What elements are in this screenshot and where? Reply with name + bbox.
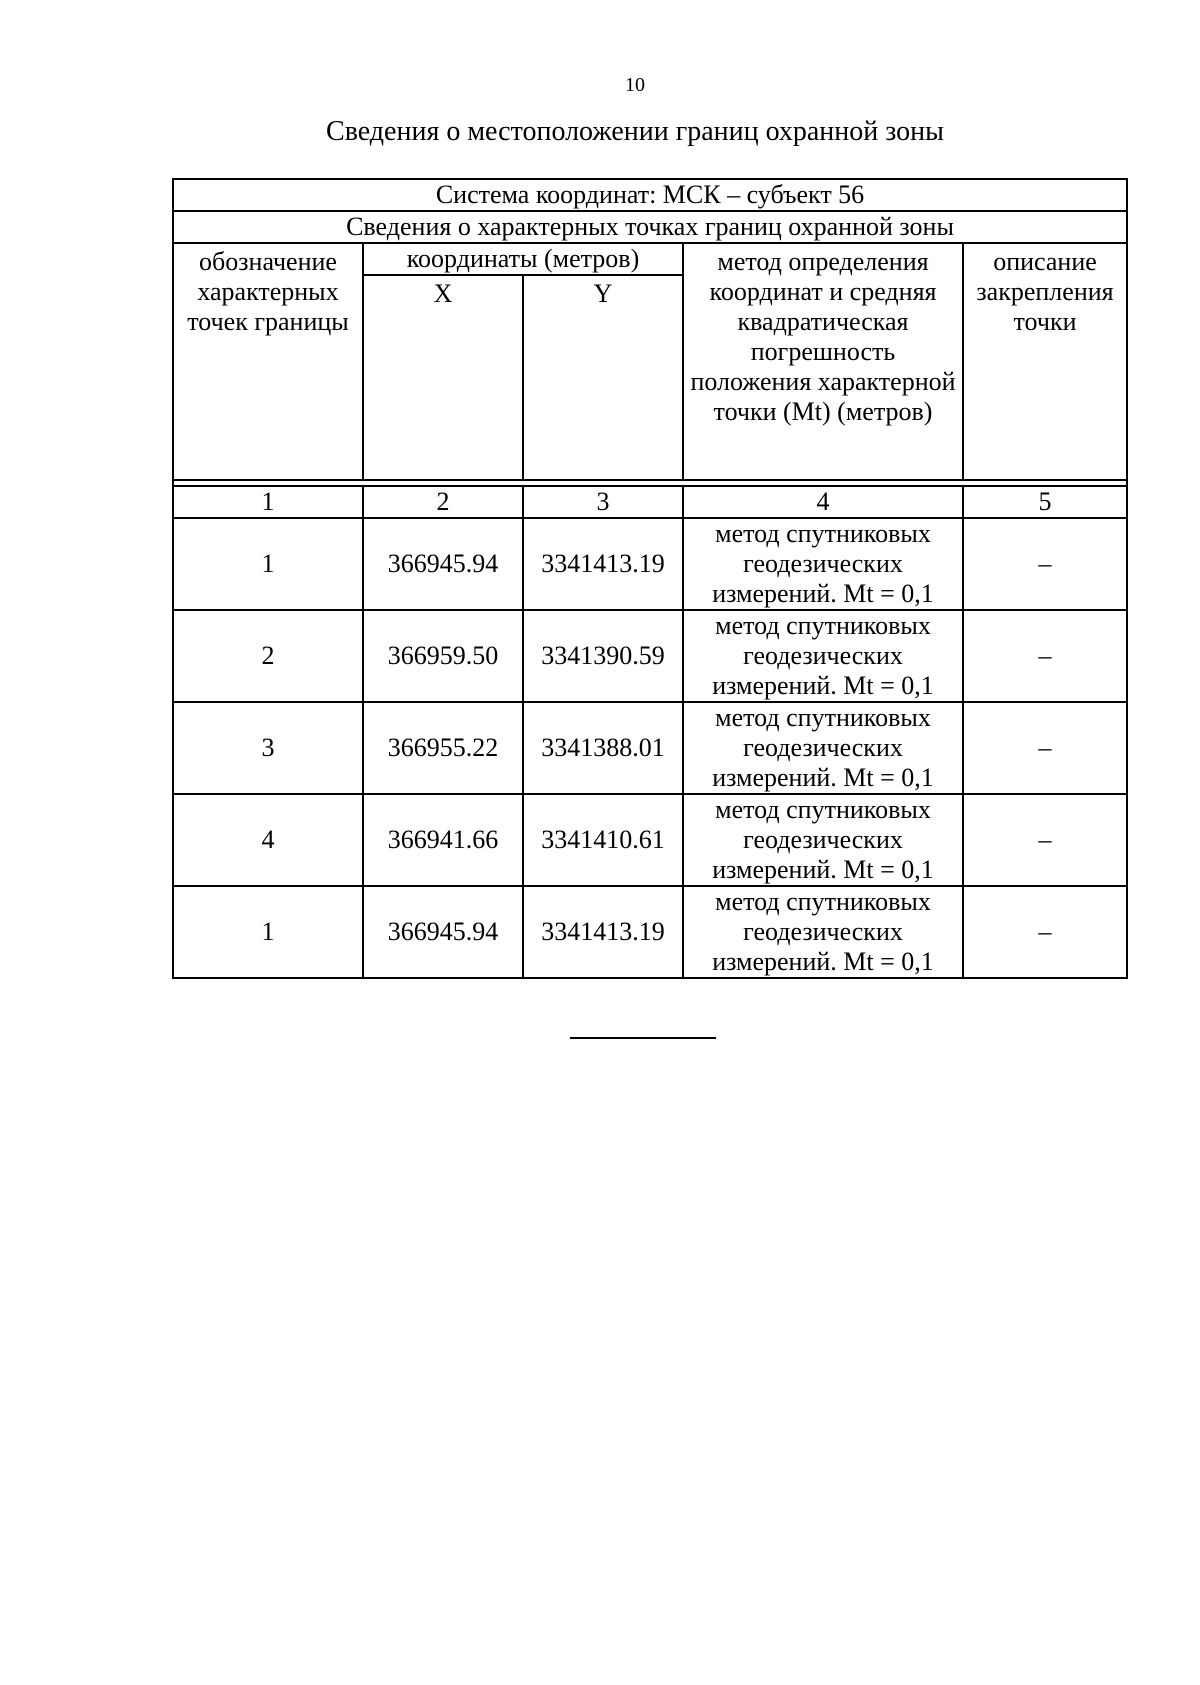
page-number: 10 bbox=[625, 74, 645, 96]
y-cell: 3341410.61 bbox=[523, 794, 683, 886]
header-x: X bbox=[363, 275, 523, 480]
method-line: измерений. Mt = 0,1 bbox=[712, 671, 934, 700]
method-line: метод спутниковых bbox=[715, 703, 931, 732]
method-cell bbox=[683, 886, 963, 978]
y-cell: 3341413.19 bbox=[523, 518, 683, 610]
description-cell: – bbox=[963, 794, 1127, 886]
method-cell bbox=[683, 794, 963, 886]
x-cell: 366945.94 bbox=[363, 518, 523, 610]
point-cell: 1 bbox=[173, 518, 363, 610]
description-cell: – bbox=[963, 702, 1127, 794]
description-cell: – bbox=[963, 886, 1127, 978]
table-row bbox=[173, 794, 1127, 886]
method-line: метод спутниковых bbox=[715, 795, 931, 824]
column-number-3: 3 bbox=[523, 486, 683, 518]
method-line: геодезических bbox=[743, 549, 903, 578]
column-number-2: 2 bbox=[363, 486, 523, 518]
method-line: геодезических bbox=[743, 825, 903, 854]
boundary-points-table bbox=[172, 178, 1128, 979]
method-line: измерений. Mt = 0,1 bbox=[712, 579, 934, 608]
point-cell: 3 bbox=[173, 702, 363, 794]
end-of-document-rule bbox=[570, 1037, 716, 1039]
method-line: измерений. Mt = 0,1 bbox=[712, 763, 934, 792]
coordinate-system-cell: Система координат: МСК – субъект 56 bbox=[173, 179, 1127, 211]
method-line: метод спутниковых bbox=[715, 887, 931, 916]
header-method: метод определения координат и средняя квадратическая погрешность положения характерной точки (Mt) (метров) bbox=[683, 243, 963, 480]
table-row bbox=[173, 702, 1127, 794]
method-line: геодезических bbox=[743, 641, 903, 670]
section-title-cell: Сведения о характерных точках границ охранной зоны bbox=[173, 211, 1127, 243]
description-cell: – bbox=[963, 610, 1127, 702]
column-number-5: 5 bbox=[963, 486, 1127, 518]
method-cell bbox=[683, 518, 963, 610]
point-cell: 4 bbox=[173, 794, 363, 886]
header-y: Y bbox=[523, 275, 683, 480]
method-cell bbox=[683, 702, 963, 794]
page-title: Сведения о местоположении границ охранной зоны bbox=[326, 116, 944, 147]
y-cell: 3341413.19 bbox=[523, 886, 683, 978]
point-cell: 2 bbox=[173, 610, 363, 702]
x-cell: 366959.50 bbox=[363, 610, 523, 702]
x-cell: 366945.94 bbox=[363, 886, 523, 978]
method-line: метод спутниковых bbox=[715, 519, 931, 548]
method-line: измерений. Mt = 0,1 bbox=[712, 947, 934, 976]
method-line: геодезических bbox=[743, 917, 903, 946]
table-row bbox=[173, 518, 1127, 610]
method-line: измерений. Mt = 0,1 bbox=[712, 855, 934, 884]
y-cell: 3341388.01 bbox=[523, 702, 683, 794]
table-row bbox=[173, 886, 1127, 978]
header-coordinates: координаты (метров) bbox=[363, 243, 683, 275]
column-number-1: 1 bbox=[173, 486, 363, 518]
header-designation: обозначение характерных точек границы bbox=[173, 243, 363, 480]
method-cell bbox=[683, 610, 963, 702]
y-cell: 3341390.59 bbox=[523, 610, 683, 702]
point-cell: 1 bbox=[173, 886, 363, 978]
x-cell: 366941.66 bbox=[363, 794, 523, 886]
method-line: метод спутниковых bbox=[715, 611, 931, 640]
table-row bbox=[173, 610, 1127, 702]
header-description: описание закрепления точки bbox=[963, 243, 1127, 480]
x-cell: 366955.22 bbox=[363, 702, 523, 794]
column-number-4: 4 bbox=[683, 486, 963, 518]
description-cell: – bbox=[963, 518, 1127, 610]
method-line: геодезических bbox=[743, 733, 903, 762]
